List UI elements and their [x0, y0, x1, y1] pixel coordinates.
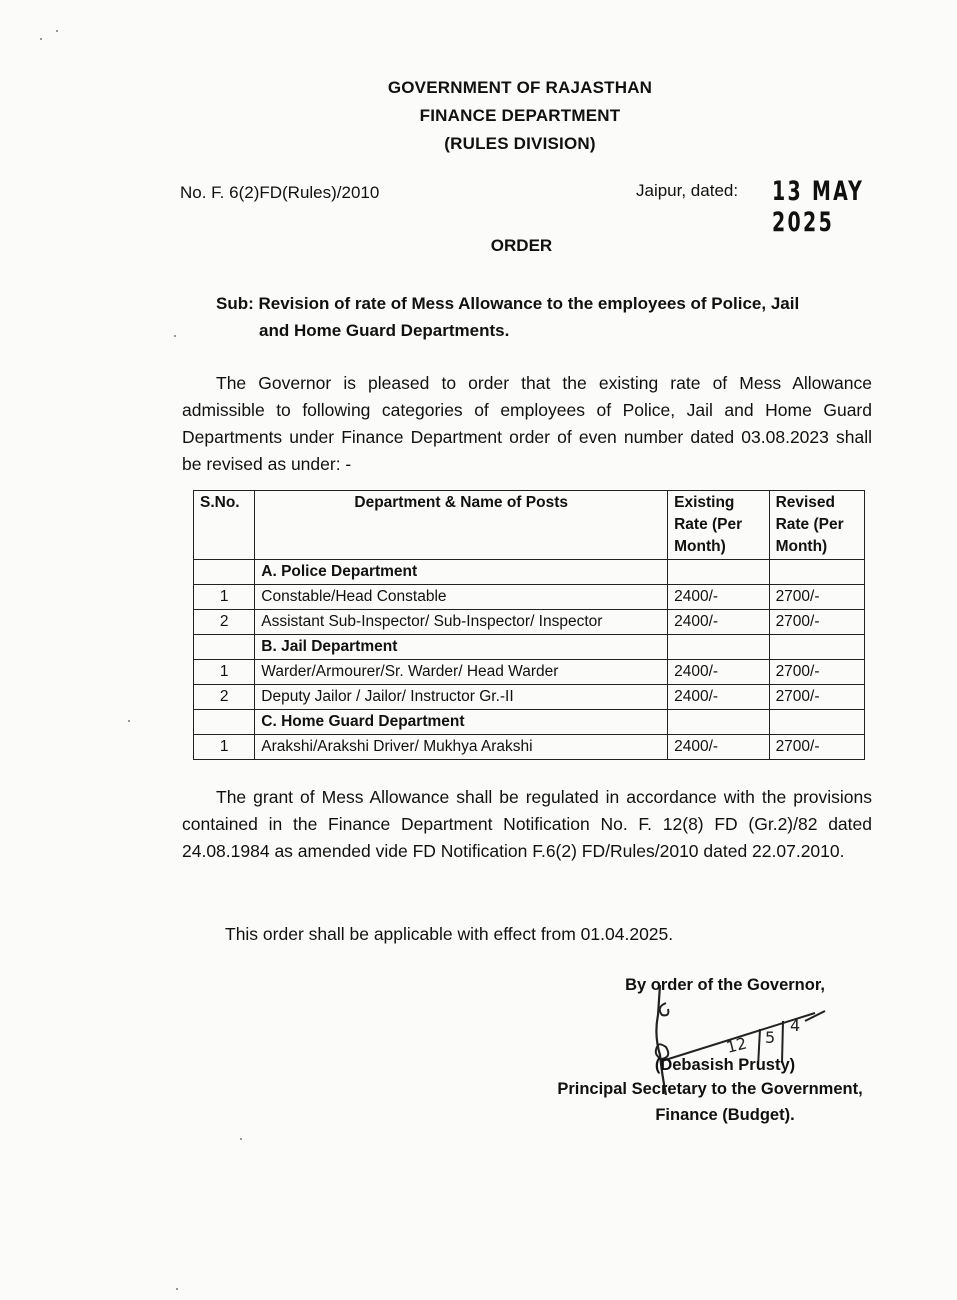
section-title: B. Jail Department — [255, 635, 668, 660]
cell-post: Assistant Sub-Inspector/ Sub-Inspector/ Inspector — [255, 610, 668, 635]
cell-revised: 2700/- — [769, 660, 864, 685]
intro-paragraph — [182, 370, 872, 478]
effect-paragraph — [182, 921, 872, 948]
cell-sno: 1 — [194, 585, 255, 610]
regulation-paragraph — [182, 784, 872, 865]
handwritten-signature-icon — [650, 985, 840, 1095]
header-division: (RULES DIVISION) — [444, 134, 596, 153]
scan-speck — [240, 1138, 242, 1140]
regulation-text: The grant of Mess Allowance shall be regulated in accordance with the provisions contained in the Finance Department Notification No. F. 12(8) FD (Gr.2)/82 dated 24.08.1984 as amended vide FD Notification F.6(2) FD/Rules/2010 dated 22.07.2010. — [182, 787, 872, 861]
svg-text:5: 5 — [765, 1028, 776, 1047]
cell-existing: 2400/- — [668, 685, 769, 710]
cell-existing: 2400/- — [668, 585, 769, 610]
section-title: C. Home Guard Department — [255, 710, 668, 735]
subject — [216, 290, 896, 344]
header-department: FINANCE DEPARTMENT — [419, 106, 621, 125]
cell-revised: 2700/- — [769, 610, 864, 635]
date-stamp: 13 MAY 2025 — [772, 176, 865, 238]
section-title: A. Police Department — [255, 560, 668, 585]
header-sno: S.No. — [194, 491, 255, 560]
table-row — [194, 735, 865, 760]
signatory-designation: Principal Secretary to the Government, — [557, 1080, 863, 1098]
svg-text:12: 12 — [724, 1033, 749, 1057]
signatory-office: Finance (Budget). — [655, 1106, 795, 1124]
section-row-home-guard — [194, 710, 865, 735]
section-row-police — [194, 560, 865, 585]
effect-text: This order shall be applicable with effect from 01.04.2025. — [225, 924, 674, 944]
svg-text:4: 4 — [790, 1016, 801, 1035]
scan-speck — [176, 1288, 178, 1290]
cell-sno: 1 — [194, 735, 255, 760]
cell-sno: 2 — [194, 685, 255, 710]
intro-text: The Governor is pleased to order that the existing rate of Mess Allowance admissible to following categories of employees of Police, Jail and Home Guard Departments under Finance Department order of even number dated 03.08.2023 shall be revised as under: - — [182, 373, 872, 474]
cell-revised: 2700/- — [769, 585, 864, 610]
header-government: GOVERNMENT OF RAJASTHAN — [387, 78, 653, 97]
scan-speck — [174, 335, 176, 337]
dated-label: Jaipur, dated: — [636, 181, 739, 200]
cell-sno: 2 — [194, 610, 255, 635]
cell-revised: 2700/- — [769, 685, 864, 710]
cell-existing: 2400/- — [668, 610, 769, 635]
cell-existing: 2400/- — [668, 660, 769, 685]
section-row-jail — [194, 635, 865, 660]
signatory-name: (Debasish Prusty) — [654, 1056, 796, 1074]
scan-speck — [56, 30, 58, 32]
cell-sno: 1 — [194, 660, 255, 685]
header-existing-rate: Existing Rate (Per Month) — [668, 491, 769, 560]
cell-post: Constable/Head Constable — [255, 585, 668, 610]
by-order-line: By order of the Governor, — [625, 976, 825, 994]
header-revised-rate: Revised Rate (Per Month) — [769, 491, 864, 560]
table-row — [194, 685, 865, 710]
order-title: ORDER — [490, 236, 553, 255]
cell-post: Deputy Jailor / Jailor/ Instructor Gr.-II — [255, 685, 668, 710]
table-row — [194, 610, 865, 635]
subject-line-2: and Home Guard Departments. — [259, 321, 510, 340]
reference-number: No. F. 6(2)FD(Rules)/2010 — [180, 183, 380, 202]
table-row — [194, 585, 865, 610]
mess-allowance-table — [193, 490, 865, 760]
header-post: Department & Name of Posts — [255, 491, 668, 560]
cell-existing: 2400/- — [668, 735, 769, 760]
scan-speck — [128, 720, 130, 722]
subject-line-1: Sub: Revision of rate of Mess Allowance to the employees of Police, Jail — [216, 294, 800, 313]
scan-speck — [40, 38, 42, 40]
table-row — [194, 660, 865, 685]
cell-post: Arakshi/Arakshi Driver/ Mukhya Arakshi — [255, 735, 668, 760]
table-header-row — [194, 491, 865, 560]
cell-revised: 2700/- — [769, 735, 864, 760]
cell-post: Warder/Armourer/Sr. Warder/ Head Warder — [255, 660, 668, 685]
